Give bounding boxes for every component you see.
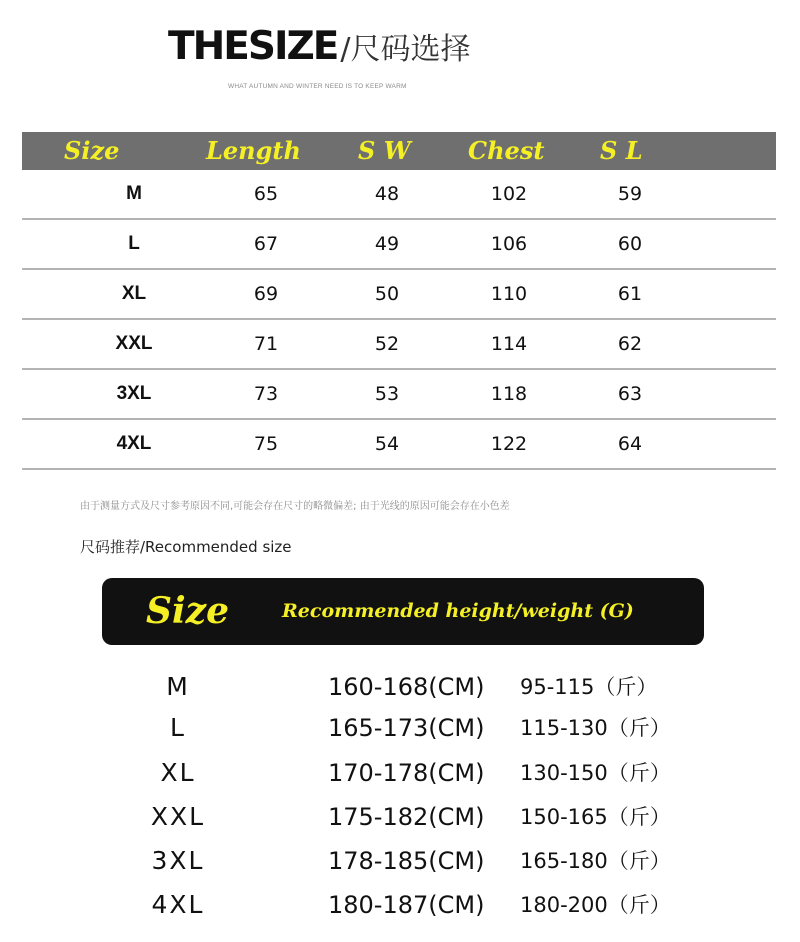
cell-chest: 106 — [490, 233, 528, 255]
rec-height: 180-187(CM) — [328, 891, 485, 919]
page-title — [168, 24, 471, 74]
tagline: WHAT AUTUMN AND WINTER NEED IS TO KEEP WARM — [228, 83, 407, 90]
measurement-note: 由于测量方式及尺寸参考原因不同,可能会存在尺寸的略微偏差; 由于光线的原因可能会存在小色差 — [80, 501, 510, 512]
header-length: Length — [206, 136, 301, 165]
cell-length: 71 — [253, 333, 279, 355]
header-sl: S L — [600, 136, 643, 165]
list-item — [0, 883, 800, 927]
rec-size: 3XL — [151, 846, 205, 875]
list-item — [0, 665, 800, 709]
rec-height: 160-168(CM) — [328, 673, 485, 701]
header-size: Size — [64, 136, 120, 165]
table-row — [22, 220, 776, 270]
table-row — [22, 270, 776, 320]
cell-sl: 63 — [617, 383, 643, 405]
title-sub: /尺码选择 — [340, 32, 471, 67]
cell-sw: 49 — [374, 233, 400, 255]
rec-height: 170-178(CM) — [328, 759, 485, 787]
list-item — [0, 795, 800, 839]
cell-size: XXL — [115, 333, 153, 354]
rec-header-size: Size — [146, 590, 230, 632]
cell-length: 73 — [253, 383, 279, 405]
rec-weight: 180-200（斤） — [520, 893, 671, 917]
rec-size: XL — [160, 758, 196, 787]
rec-size: L — [170, 713, 186, 742]
cell-chest: 110 — [490, 283, 528, 305]
rec-weight: 115-130（斤） — [520, 716, 671, 740]
cell-sw: 50 — [374, 283, 400, 305]
rec-size: XXL — [150, 802, 206, 831]
cell-sl: 59 — [617, 183, 643, 205]
list-item — [0, 751, 800, 795]
rec-weight: 130-150（斤） — [520, 761, 671, 785]
rec-weight: 95-115（斤） — [520, 675, 658, 699]
cell-size: 3XL — [116, 383, 152, 404]
cell-sw: 48 — [374, 183, 400, 205]
cell-chest: 122 — [490, 433, 528, 455]
recommended-size-label: 尺码推荐/Recommended size — [80, 538, 292, 556]
rec-weight: 150-165（斤） — [520, 805, 671, 829]
rec-size: 4XL — [151, 890, 205, 919]
cell-chest: 114 — [490, 333, 528, 355]
cell-size: 4XL — [116, 433, 152, 454]
rec-height: 178-185(CM) — [328, 847, 485, 875]
rec-height: 165-173(CM) — [328, 714, 485, 742]
cell-chest: 118 — [490, 383, 528, 405]
size-chart-table — [22, 132, 776, 470]
cell-length: 75 — [253, 433, 279, 455]
size-chart-header — [22, 132, 776, 170]
header-sw: S W — [358, 136, 411, 165]
cell-length: 65 — [253, 183, 279, 205]
cell-chest: 102 — [490, 183, 528, 205]
cell-sw: 53 — [374, 383, 400, 405]
cell-sl: 64 — [617, 433, 643, 455]
cell-size: XL — [121, 283, 147, 304]
cell-length: 69 — [253, 283, 279, 305]
cell-sw: 54 — [374, 433, 400, 455]
title-main: THESIZE — [168, 24, 338, 69]
table-row — [22, 420, 776, 470]
cell-sl: 62 — [617, 333, 643, 355]
rec-header-height-weight: Recommended height/weight (G) — [282, 600, 634, 622]
cell-sl: 61 — [617, 283, 643, 305]
cell-size: L — [128, 233, 140, 254]
cell-length: 67 — [253, 233, 279, 255]
header-chest: Chest — [468, 136, 545, 165]
cell-size: M — [126, 183, 142, 204]
list-item — [0, 839, 800, 883]
table-row — [22, 370, 776, 420]
rec-weight: 165-180（斤） — [520, 849, 671, 873]
table-row — [22, 170, 776, 220]
rec-size: M — [166, 672, 190, 701]
recommended-header — [102, 578, 704, 645]
rec-height: 175-182(CM) — [328, 803, 485, 831]
table-row — [22, 320, 776, 370]
cell-sl: 60 — [617, 233, 643, 255]
cell-sw: 52 — [374, 333, 400, 355]
list-item — [0, 706, 800, 750]
